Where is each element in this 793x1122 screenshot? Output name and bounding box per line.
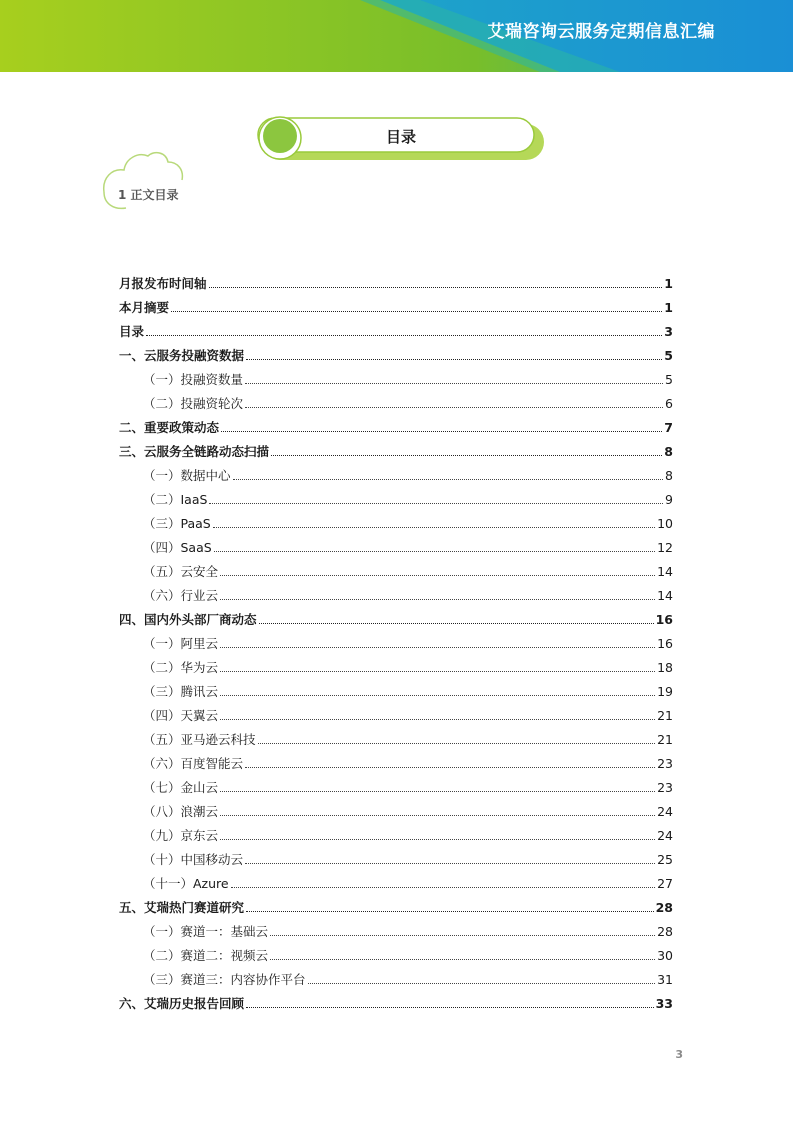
toc-entry-page: 14 — [657, 564, 673, 579]
toc-entry-chapter[interactable] — [119, 608, 673, 632]
toc-entry-subsection[interactable] — [119, 872, 673, 896]
toc-entry-chapter[interactable] — [119, 320, 673, 344]
toc-entry-title: （十一）Azure — [143, 876, 229, 891]
toc-entry-page: 16 — [655, 612, 673, 627]
toc-list — [119, 272, 673, 1016]
toc-entry-title: （一）赛道一：基础云 — [143, 924, 269, 939]
toc-entry-subsection[interactable] — [119, 752, 673, 776]
toc-entry-title: 本月摘要 — [119, 300, 170, 315]
toc-entry-page: 5 — [665, 372, 673, 387]
toc-entry-chapter[interactable] — [119, 896, 673, 920]
toc-entry-title: （三）腾讯云 — [143, 684, 219, 699]
toc-leader-dots — [221, 431, 662, 432]
toc-entry-page: 30 — [657, 948, 673, 963]
toc-entry-title: （四）天翼云 — [143, 708, 219, 723]
toc-leader-dots — [220, 647, 655, 648]
toc-leader-dots — [245, 383, 663, 384]
toc-entry-subsection[interactable] — [119, 944, 673, 968]
toc-leader-dots — [258, 743, 656, 744]
toc-leader-dots — [209, 287, 663, 288]
toc-leader-dots — [209, 503, 663, 504]
toc-entry-subsection[interactable] — [119, 560, 673, 584]
toc-entry-page: 23 — [657, 756, 673, 771]
toc-entry-page: 24 — [657, 828, 673, 843]
toc-entry-title: 三、云服务全链路动态扫描 — [119, 444, 270, 459]
toc-entry-title: 一、云服务投融资数据 — [119, 348, 245, 363]
toc-entry-page: 1 — [664, 276, 673, 291]
toc-entry-subsection[interactable] — [119, 728, 673, 752]
toc-entry-subsection[interactable] — [119, 368, 673, 392]
toc-leader-dots — [220, 839, 655, 840]
toc-leader-dots — [220, 671, 655, 672]
toc-entry-page: 10 — [657, 516, 673, 531]
toc-entry-title: （二）IaaS — [143, 492, 208, 507]
toc-title-pill — [256, 116, 546, 162]
toc-leader-dots — [308, 983, 656, 984]
toc-entry-title: （二）赛道二：视频云 — [143, 948, 269, 963]
toc-leader-dots — [245, 767, 655, 768]
section-badge — [98, 148, 208, 214]
toc-entry-title: （一）阿里云 — [143, 636, 219, 651]
toc-entry-subsection[interactable] — [119, 464, 673, 488]
toc-entry-chapter[interactable] — [119, 416, 673, 440]
toc-entry-page: 16 — [657, 636, 673, 651]
toc-entry-title: （三）PaaS — [143, 516, 211, 531]
header-title: 艾瑞咨询云服务定期信息汇编 — [487, 22, 715, 42]
toc-leader-dots — [214, 551, 655, 552]
toc-entry-page: 12 — [657, 540, 673, 555]
toc-leader-dots — [246, 359, 662, 360]
toc-leader-dots — [233, 479, 664, 480]
toc-entry-subsection[interactable] — [119, 488, 673, 512]
toc-leader-dots — [213, 527, 655, 528]
toc-entry-page: 31 — [657, 972, 673, 987]
toc-entry-title: （一）数据中心 — [143, 468, 231, 483]
toc-leader-dots — [220, 575, 655, 576]
toc-entry-chapter[interactable] — [119, 272, 673, 296]
toc-entry-page: 5 — [664, 348, 673, 363]
toc-leader-dots — [146, 335, 662, 336]
toc-entry-page: 25 — [657, 852, 673, 867]
toc-entry-subsection[interactable] — [119, 920, 673, 944]
toc-entry-page: 28 — [657, 924, 673, 939]
toc-entry-title: （四）SaaS — [143, 540, 212, 555]
toc-entry-page: 8 — [665, 468, 673, 483]
toc-leader-dots — [220, 599, 655, 600]
toc-entry-title: 月报发布时间轴 — [119, 276, 207, 291]
toc-entry-subsection[interactable] — [119, 680, 673, 704]
toc-leader-dots — [246, 911, 654, 912]
toc-entry-page: 9 — [665, 492, 673, 507]
toc-leader-dots — [271, 455, 662, 456]
toc-entry-title: （一）投融资数量 — [143, 372, 244, 387]
header-banner — [0, 0, 793, 72]
toc-entry-subsection[interactable] — [119, 512, 673, 536]
toc-entry-subsection[interactable] — [119, 656, 673, 680]
toc-entry-subsection[interactable] — [119, 704, 673, 728]
toc-entry-title: 目录 — [119, 324, 145, 339]
toc-entry-page: 21 — [657, 708, 673, 723]
toc-entry-chapter[interactable] — [119, 296, 673, 320]
section-label: 1 正文目录 — [118, 188, 179, 202]
toc-leader-dots — [245, 407, 663, 408]
toc-leader-dots — [259, 623, 654, 624]
toc-leader-dots — [220, 791, 655, 792]
toc-entry-subsection[interactable] — [119, 824, 673, 848]
toc-entry-page: 1 — [664, 300, 673, 315]
cloud-icon — [98, 148, 208, 214]
toc-entry-subsection[interactable] — [119, 632, 673, 656]
toc-entry-subsection[interactable] — [119, 968, 673, 992]
toc-entry-page: 8 — [664, 444, 673, 459]
toc-leader-dots — [246, 1007, 654, 1008]
toc-heading: 目录 — [385, 128, 416, 146]
toc-entry-subsection[interactable] — [119, 392, 673, 416]
toc-entry-title: （五）亚马逊云科技 — [143, 732, 256, 747]
toc-entry-page: 7 — [664, 420, 673, 435]
toc-leader-dots — [220, 695, 655, 696]
toc-entry-title: （八）浪潮云 — [143, 804, 219, 819]
toc-entry-page: 23 — [657, 780, 673, 795]
toc-entry-title: 二、重要政策动态 — [119, 420, 220, 435]
toc-entry-subsection[interactable] — [119, 776, 673, 800]
toc-entry-subsection[interactable] — [119, 536, 673, 560]
toc-entry-subsection[interactable] — [119, 848, 673, 872]
toc-entry-page: 33 — [655, 996, 673, 1011]
toc-entry-page: 27 — [657, 876, 673, 891]
toc-entry-title: （二）华为云 — [143, 660, 219, 675]
page-number: 3 — [675, 1048, 683, 1061]
toc-entry-page: 21 — [657, 732, 673, 747]
toc-entry-page: 14 — [657, 588, 673, 603]
toc-entry-subsection[interactable] — [119, 584, 673, 608]
toc-leader-dots — [231, 887, 656, 888]
toc-entry-title: （二）投融资轮次 — [143, 396, 244, 411]
toc-entry-title: （三）赛道三：内容协作平台 — [143, 972, 306, 987]
toc-entry-title: 四、国内外头部厂商动态 — [119, 612, 257, 627]
toc-entry-chapter[interactable] — [119, 440, 673, 464]
toc-leader-dots — [270, 959, 655, 960]
toc-entry-page: 28 — [655, 900, 673, 915]
toc-entry-page: 6 — [665, 396, 673, 411]
toc-entry-title: 六、艾瑞历史报告回顾 — [119, 996, 245, 1011]
toc-leader-dots — [245, 863, 655, 864]
toc-leader-dots — [171, 311, 662, 312]
toc-entry-title: （六）百度智能云 — [143, 756, 244, 771]
toc-entry-page: 3 — [664, 324, 673, 339]
toc-entry-page: 18 — [657, 660, 673, 675]
toc-entry-title: （十）中国移动云 — [143, 852, 244, 867]
toc-entry-title: （七）金山云 — [143, 780, 219, 795]
toc-entry-page: 19 — [657, 684, 673, 699]
toc-entry-title: （九）京东云 — [143, 828, 219, 843]
toc-entry-chapter[interactable] — [119, 344, 673, 368]
toc-entry-subsection[interactable] — [119, 800, 673, 824]
toc-entry-title: （五）云安全 — [143, 564, 219, 579]
toc-leader-dots — [270, 935, 655, 936]
toc-leader-dots — [220, 719, 655, 720]
toc-entry-title: （六）行业云 — [143, 588, 219, 603]
toc-leader-dots — [220, 815, 655, 816]
toc-entry-title: 五、艾瑞热门赛道研究 — [119, 900, 245, 915]
toc-entry-chapter[interactable] — [119, 992, 673, 1016]
toc-entry-page: 24 — [657, 804, 673, 819]
